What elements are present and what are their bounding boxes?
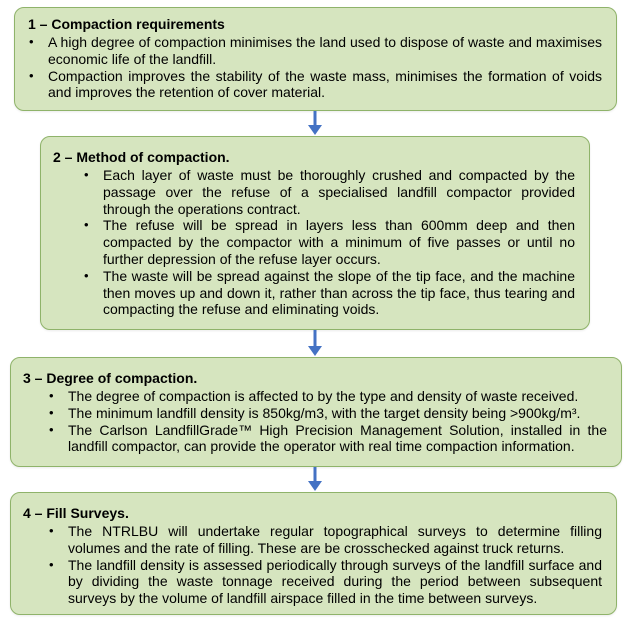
- step-3-bullet: • The Carlson LandfillGrade™ High Precision Management Solution, installed in the landfill compactor, can provide the operator with real time compaction information.: [48, 422, 607, 456]
- step-3-bullets: [23, 388, 607, 455]
- step-1-title: 1 – Compaction requirements: [28, 16, 225, 32]
- step-4-bullet: • The NTRLBU will undertake regular topographical surveys to determine filling volumes and the rate of filling. These are be crosschecked against truck returns.: [48, 523, 602, 557]
- step-4-box: [10, 492, 617, 615]
- step-4-bullets: [23, 523, 602, 607]
- down-arrow-icon: [308, 330, 322, 357]
- down-arrow-icon: [308, 467, 322, 492]
- step-2-bullet: • The waste will be spread against the slope of the tip face, and the machine then moves up and down it, rather than across the tip face, thus tearing and compacting the refuse and eliminating voids.: [83, 268, 575, 318]
- step-3-box: [10, 357, 622, 467]
- step-1-bullet: • A high degree of compaction minimises the land used to dispose of waste and maximises economic life of the landfill.: [28, 34, 602, 68]
- step-4-bullet: • The landfill density is assessed periodically through surveys of the landfill surface and by dividing the waste tonnage received during the period between subsequent surveys by the volume of landfill airspace filled in the time between surveys.: [48, 557, 602, 607]
- step-3-bullet: • The minimum landfill density is 850kg/m3, with the target density being >900kg/m³.: [48, 405, 607, 422]
- step-1-bullets: [28, 34, 602, 101]
- step-1-bullet: • Compaction improves the stability of the waste mass, minimises the formation of voids and improves the retention of cover material.: [28, 68, 602, 102]
- step-3-bullet: • The degree of compaction is affected to by the type and density of waste received.: [48, 388, 607, 405]
- step-2-title: 2 – Method of compaction.: [53, 149, 230, 165]
- step-2-bullet: • Each layer of waste must be thoroughly crushed and compacted by the passage over the refuse of a specialised landfill compactor provided through the operations contract.: [83, 167, 575, 217]
- step-2-box: [40, 136, 590, 330]
- step-4-title: 4 – Fill Surveys.: [23, 505, 129, 521]
- step-2-bullet: • The refuse will be spread in layers less than 600mm deep and then compacted by the compactor with a minimum of five passes or until no further depression of the refuse layer occurs.: [83, 217, 575, 267]
- down-arrow-icon: [308, 111, 322, 136]
- step-3-title: 3 – Degree of compaction.: [23, 370, 198, 386]
- step-2-bullets: [53, 167, 575, 318]
- step-1-box: [14, 7, 617, 111]
